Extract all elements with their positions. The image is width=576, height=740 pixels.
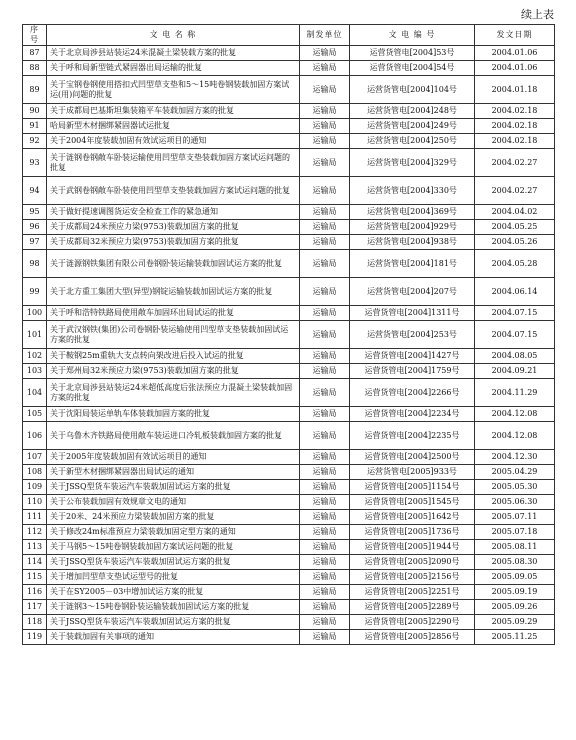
row-issuer: 运输局 bbox=[300, 220, 350, 235]
row-number: 117 bbox=[23, 600, 47, 615]
row-title: 关于修改24m标准预应力梁装载加固定型方案的通知 bbox=[47, 525, 300, 540]
table-row bbox=[23, 306, 555, 321]
table-row bbox=[23, 104, 555, 119]
row-number: 100 bbox=[23, 306, 47, 321]
row-code: 运营货管电[2005]1154号 bbox=[350, 480, 475, 495]
row-number: 106 bbox=[23, 422, 47, 450]
row-title: 关于涟钢3～15吨卷钢卧装运输装载加固试运方案的批复 bbox=[47, 600, 300, 615]
row-code: 运营货管电[2004]1427号 bbox=[350, 349, 475, 364]
row-issuer: 运输局 bbox=[300, 600, 350, 615]
header-issuer: 制发单位 bbox=[300, 25, 350, 46]
row-issuer: 运输局 bbox=[300, 555, 350, 570]
row-issuer: 运输局 bbox=[300, 630, 350, 645]
row-number: 99 bbox=[23, 278, 47, 306]
row-issuer: 运输局 bbox=[300, 349, 350, 364]
row-number: 87 bbox=[23, 46, 47, 61]
row-number: 114 bbox=[23, 555, 47, 570]
row-number: 89 bbox=[23, 76, 47, 104]
row-title: 哈局新型木材捆绑紧固器试运批复 bbox=[47, 119, 300, 134]
row-title: 关于2004年度装载加固有效试运项目的通知 bbox=[47, 134, 300, 149]
row-issuer: 运输局 bbox=[300, 321, 350, 349]
row-code: 运营货管电[2005]2290号 bbox=[350, 615, 475, 630]
row-number: 107 bbox=[23, 450, 47, 465]
header-date: 发文日期 bbox=[475, 25, 555, 46]
row-date: 2005.08.30 bbox=[475, 555, 555, 570]
row-code: 运营货管电[2005]933号 bbox=[350, 465, 475, 480]
row-code: 运营货管电[2004]938号 bbox=[350, 235, 475, 250]
header-title: 文 电 名 称 bbox=[47, 25, 300, 46]
row-number: 102 bbox=[23, 349, 47, 364]
row-title: 关于马钢5～15吨卷钢装载加固方案试运问题的批复 bbox=[47, 540, 300, 555]
row-date: 2005.09.26 bbox=[475, 600, 555, 615]
row-code: 运营货管电[2005]2289号 bbox=[350, 600, 475, 615]
row-code: 运营货管电[2005]2156号 bbox=[350, 570, 475, 585]
table-row bbox=[23, 600, 555, 615]
row-title: 关于JSSQ型货车装运汽车装载加固试运方案的批复 bbox=[47, 480, 300, 495]
row-number: 109 bbox=[23, 480, 47, 495]
row-issuer: 运输局 bbox=[300, 104, 350, 119]
table-row bbox=[23, 235, 555, 250]
row-number: 108 bbox=[23, 465, 47, 480]
row-number: 97 bbox=[23, 235, 47, 250]
row-title: 关于宝钢卷钢使用搭扣式凹型草支垫和5～15吨卷钢装载加固方案试运(用)问题的批复 bbox=[47, 76, 300, 104]
row-issuer: 运输局 bbox=[300, 465, 350, 480]
row-code: 运营货管电[2004]207号 bbox=[350, 278, 475, 306]
table-row bbox=[23, 220, 555, 235]
row-code: 运营货管电[2004]1311号 bbox=[350, 306, 475, 321]
table-row bbox=[23, 379, 555, 407]
row-number: 103 bbox=[23, 364, 47, 379]
row-issuer: 运输局 bbox=[300, 615, 350, 630]
row-number: 95 bbox=[23, 205, 47, 220]
row-title: 关于乌鲁木齐铁路局使用敞车装运进口冷轧板装载加固方案的批复 bbox=[47, 422, 300, 450]
row-date: 2004.06.14 bbox=[475, 278, 555, 306]
row-issuer: 运输局 bbox=[300, 495, 350, 510]
row-issuer: 运输局 bbox=[300, 250, 350, 278]
row-code: 运营货管电[2005]1545号 bbox=[350, 495, 475, 510]
row-date: 2004.11.29 bbox=[475, 379, 555, 407]
row-number: 118 bbox=[23, 615, 47, 630]
row-issuer: 运输局 bbox=[300, 149, 350, 177]
table-row bbox=[23, 465, 555, 480]
table-row bbox=[23, 615, 555, 630]
continued-label: 续上表 bbox=[521, 8, 554, 21]
table-row bbox=[23, 630, 555, 645]
row-title: 关于成都局巴基斯坦集装箱平车装载加固方案的批复 bbox=[47, 104, 300, 119]
row-code: 运营货管电[2004]2234号 bbox=[350, 407, 475, 422]
header-row bbox=[23, 25, 555, 46]
row-issuer: 运输局 bbox=[300, 46, 350, 61]
row-code: 运营货管电[2004]104号 bbox=[350, 76, 475, 104]
row-issuer: 运输局 bbox=[300, 570, 350, 585]
table-row bbox=[23, 422, 555, 450]
row-title: 关于武汉钢铁(集团)公司卷钢卧装运输使用凹型草支垫装载加固试运方案的批复 bbox=[47, 321, 300, 349]
row-date: 2004.12.30 bbox=[475, 450, 555, 465]
table-row bbox=[23, 250, 555, 278]
row-date: 2005.05.30 bbox=[475, 480, 555, 495]
row-date: 2005.09.05 bbox=[475, 570, 555, 585]
row-date: 2005.06.30 bbox=[475, 495, 555, 510]
row-title: 关于20米、24米预应力梁装载加固方案的批复 bbox=[47, 510, 300, 525]
row-title: 关于北方重工集团大型(异型)钢锭运输装载加固试运方案的批复 bbox=[47, 278, 300, 306]
row-title: 关于2005年度装载加固有效试运项目的通知 bbox=[47, 450, 300, 465]
row-date: 2004.01.06 bbox=[475, 46, 555, 61]
row-issuer: 运输局 bbox=[300, 480, 350, 495]
row-title: 关于北京局涉县站装运24米混凝土梁装载方案的批复 bbox=[47, 46, 300, 61]
row-code: 运营货管电[2005]2856号 bbox=[350, 630, 475, 645]
row-date: 2004.09.21 bbox=[475, 364, 555, 379]
table-row bbox=[23, 450, 555, 465]
row-number: 119 bbox=[23, 630, 47, 645]
row-date: 2005.07.18 bbox=[475, 525, 555, 540]
row-title: 关于增加凹型草支垫试运型号的批复 bbox=[47, 570, 300, 585]
row-code: 运营货管电[2004]54号 bbox=[350, 61, 475, 76]
table-row bbox=[23, 510, 555, 525]
row-issuer: 运输局 bbox=[300, 585, 350, 600]
table-row bbox=[23, 480, 555, 495]
row-number: 90 bbox=[23, 104, 47, 119]
row-issuer: 运输局 bbox=[300, 379, 350, 407]
row-title: 关于新型木材捆绑紧固器出局试运的通知 bbox=[47, 465, 300, 480]
row-issuer: 运输局 bbox=[300, 510, 350, 525]
row-date: 2005.09.19 bbox=[475, 585, 555, 600]
table-row bbox=[23, 540, 555, 555]
row-number: 116 bbox=[23, 585, 47, 600]
row-number: 88 bbox=[23, 61, 47, 76]
row-title: 关于装载加固有关事项的通知 bbox=[47, 630, 300, 645]
row-date: 2004.02.18 bbox=[475, 104, 555, 119]
table-row bbox=[23, 177, 555, 205]
row-code: 运营货管电[2005]1736号 bbox=[350, 525, 475, 540]
row-number: 96 bbox=[23, 220, 47, 235]
row-issuer: 运输局 bbox=[300, 61, 350, 76]
row-title: 关于呼和局新型链式紧固器出局运输的批复 bbox=[47, 61, 300, 76]
table-row bbox=[23, 278, 555, 306]
row-issuer: 运输局 bbox=[300, 422, 350, 450]
row-issuer: 运输局 bbox=[300, 119, 350, 134]
row-code: 运营货管电[2004]929号 bbox=[350, 220, 475, 235]
header-number: 序号 bbox=[23, 25, 47, 46]
document-table bbox=[22, 24, 555, 645]
row-date: 2005.07.11 bbox=[475, 510, 555, 525]
row-title: 关于涟源钢铁集团有限公司卷钢卧装运输装载加固试运方案的批复 bbox=[47, 250, 300, 278]
row-date: 2004.02.18 bbox=[475, 119, 555, 134]
table-row bbox=[23, 134, 555, 149]
row-issuer: 运输局 bbox=[300, 76, 350, 104]
table-row bbox=[23, 495, 555, 510]
row-title: 关于在SY2005－03中增加试运方案的批复 bbox=[47, 585, 300, 600]
row-date: 2004.08.05 bbox=[475, 349, 555, 364]
row-number: 115 bbox=[23, 570, 47, 585]
row-number: 92 bbox=[23, 134, 47, 149]
row-issuer: 运输局 bbox=[300, 450, 350, 465]
table-row bbox=[23, 61, 555, 76]
row-date: 2004.02.27 bbox=[475, 149, 555, 177]
row-title: 关于公布装载加固有效规章文电的通知 bbox=[47, 495, 300, 510]
table-row bbox=[23, 525, 555, 540]
row-issuer: 运输局 bbox=[300, 205, 350, 220]
row-date: 2004.05.25 bbox=[475, 220, 555, 235]
row-date: 2005.04.29 bbox=[475, 465, 555, 480]
table-row bbox=[23, 364, 555, 379]
row-issuer: 运输局 bbox=[300, 364, 350, 379]
row-title: 关于做好提速调图货运安全检查工作的紧急通知 bbox=[47, 205, 300, 220]
row-date: 2004.12.08 bbox=[475, 422, 555, 450]
row-date: 2004.12.08 bbox=[475, 407, 555, 422]
row-code: 运营货管电[2005]2251号 bbox=[350, 585, 475, 600]
row-code: 运营货管电[2004]53号 bbox=[350, 46, 475, 61]
row-title: 关于JSSQ型货车装运汽车装载加固试运方案的批复 bbox=[47, 615, 300, 630]
row-number: 110 bbox=[23, 495, 47, 510]
row-date: 2004.07.15 bbox=[475, 306, 555, 321]
row-date: 2005.08.11 bbox=[475, 540, 555, 555]
row-code: 运营货管电[2004]2235号 bbox=[350, 422, 475, 450]
row-title: 关于武钢卷钢敞车卧装使用凹型草支垫装载加固方案试运问题的批复 bbox=[47, 177, 300, 205]
row-code: 运营货管电[2005]1944号 bbox=[350, 540, 475, 555]
row-code: 运营货管电[2004]181号 bbox=[350, 250, 475, 278]
row-date: 2004.05.26 bbox=[475, 235, 555, 250]
table-row bbox=[23, 149, 555, 177]
row-title: 关于呼和浩特铁路局使用敞车加固环出局试运的批复 bbox=[47, 306, 300, 321]
row-number: 101 bbox=[23, 321, 47, 349]
row-number: 91 bbox=[23, 119, 47, 134]
row-number: 113 bbox=[23, 540, 47, 555]
row-issuer: 运输局 bbox=[300, 407, 350, 422]
table-row bbox=[23, 321, 555, 349]
row-code: 运营货管电[2004]330号 bbox=[350, 177, 475, 205]
row-issuer: 运输局 bbox=[300, 177, 350, 205]
row-code: 运营货管电[2004]2500号 bbox=[350, 450, 475, 465]
table-body bbox=[23, 46, 555, 645]
row-number: 98 bbox=[23, 250, 47, 278]
row-title: 关于成都局24米预应力梁(9753)装载加固方案的批复 bbox=[47, 220, 300, 235]
table-row bbox=[23, 585, 555, 600]
row-date: 2004.01.06 bbox=[475, 61, 555, 76]
table-row bbox=[23, 205, 555, 220]
row-issuer: 运输局 bbox=[300, 278, 350, 306]
table-row bbox=[23, 555, 555, 570]
row-date: 2004.05.28 bbox=[475, 250, 555, 278]
row-date: 2005.11.25 bbox=[475, 630, 555, 645]
row-code: 运营货管电[2004]369号 bbox=[350, 205, 475, 220]
row-title: 关于成都局32米预应力梁(9753)装载加固方案的批复 bbox=[47, 235, 300, 250]
table-row bbox=[23, 407, 555, 422]
row-code: 运营货管电[2004]249号 bbox=[350, 119, 475, 134]
row-date: 2004.02.18 bbox=[475, 134, 555, 149]
row-number: 104 bbox=[23, 379, 47, 407]
row-number: 94 bbox=[23, 177, 47, 205]
row-issuer: 运输局 bbox=[300, 525, 350, 540]
row-title: 关于鞍钢25m重轨大支点转向架改进后投入试运的批复 bbox=[47, 349, 300, 364]
table-row bbox=[23, 76, 555, 104]
row-title: 关于沈阳局装运单轨车体装载加固方案的批复 bbox=[47, 407, 300, 422]
row-date: 2004.04.02 bbox=[475, 205, 555, 220]
table-row bbox=[23, 570, 555, 585]
row-code: 运营货管电[2004]2266号 bbox=[350, 379, 475, 407]
row-title: 关于北京局涉县站装运24米超低高度后张法预应力混凝土梁装载加固方案的批复 bbox=[47, 379, 300, 407]
row-issuer: 运输局 bbox=[300, 134, 350, 149]
row-number: 111 bbox=[23, 510, 47, 525]
row-title: 关于郑州局32米预应力梁(9753)装载加固方案的批复 bbox=[47, 364, 300, 379]
row-code: 运营货管电[2004]250号 bbox=[350, 134, 475, 149]
row-code: 运营货管电[2004]329号 bbox=[350, 149, 475, 177]
row-number: 93 bbox=[23, 149, 47, 177]
row-issuer: 运输局 bbox=[300, 235, 350, 250]
row-title: 关于涟钢卷钢敞车卧装运输使用凹型草支垫装载加固方案试运问题的批复 bbox=[47, 149, 300, 177]
table-row bbox=[23, 46, 555, 61]
row-date: 2005.09.29 bbox=[475, 615, 555, 630]
table-row bbox=[23, 349, 555, 364]
row-title: 关于JSSQ型货车装运汽车装载加固试运方案的批复 bbox=[47, 555, 300, 570]
row-code: 运营货管电[2004]248号 bbox=[350, 104, 475, 119]
row-date: 2004.01.18 bbox=[475, 76, 555, 104]
row-date: 2004.07.15 bbox=[475, 321, 555, 349]
row-issuer: 运输局 bbox=[300, 306, 350, 321]
row-code: 运营货管电[2005]2090号 bbox=[350, 555, 475, 570]
row-issuer: 运输局 bbox=[300, 540, 350, 555]
table-row bbox=[23, 119, 555, 134]
header-code: 文 电 编 号 bbox=[350, 25, 475, 46]
row-code: 运营货管电[2005]1642号 bbox=[350, 510, 475, 525]
row-number: 112 bbox=[23, 525, 47, 540]
row-number: 105 bbox=[23, 407, 47, 422]
row-code: 运营货管电[2004]253号 bbox=[350, 321, 475, 349]
row-code: 运营货管电[2004]1759号 bbox=[350, 364, 475, 379]
row-date: 2004.02.27 bbox=[475, 177, 555, 205]
